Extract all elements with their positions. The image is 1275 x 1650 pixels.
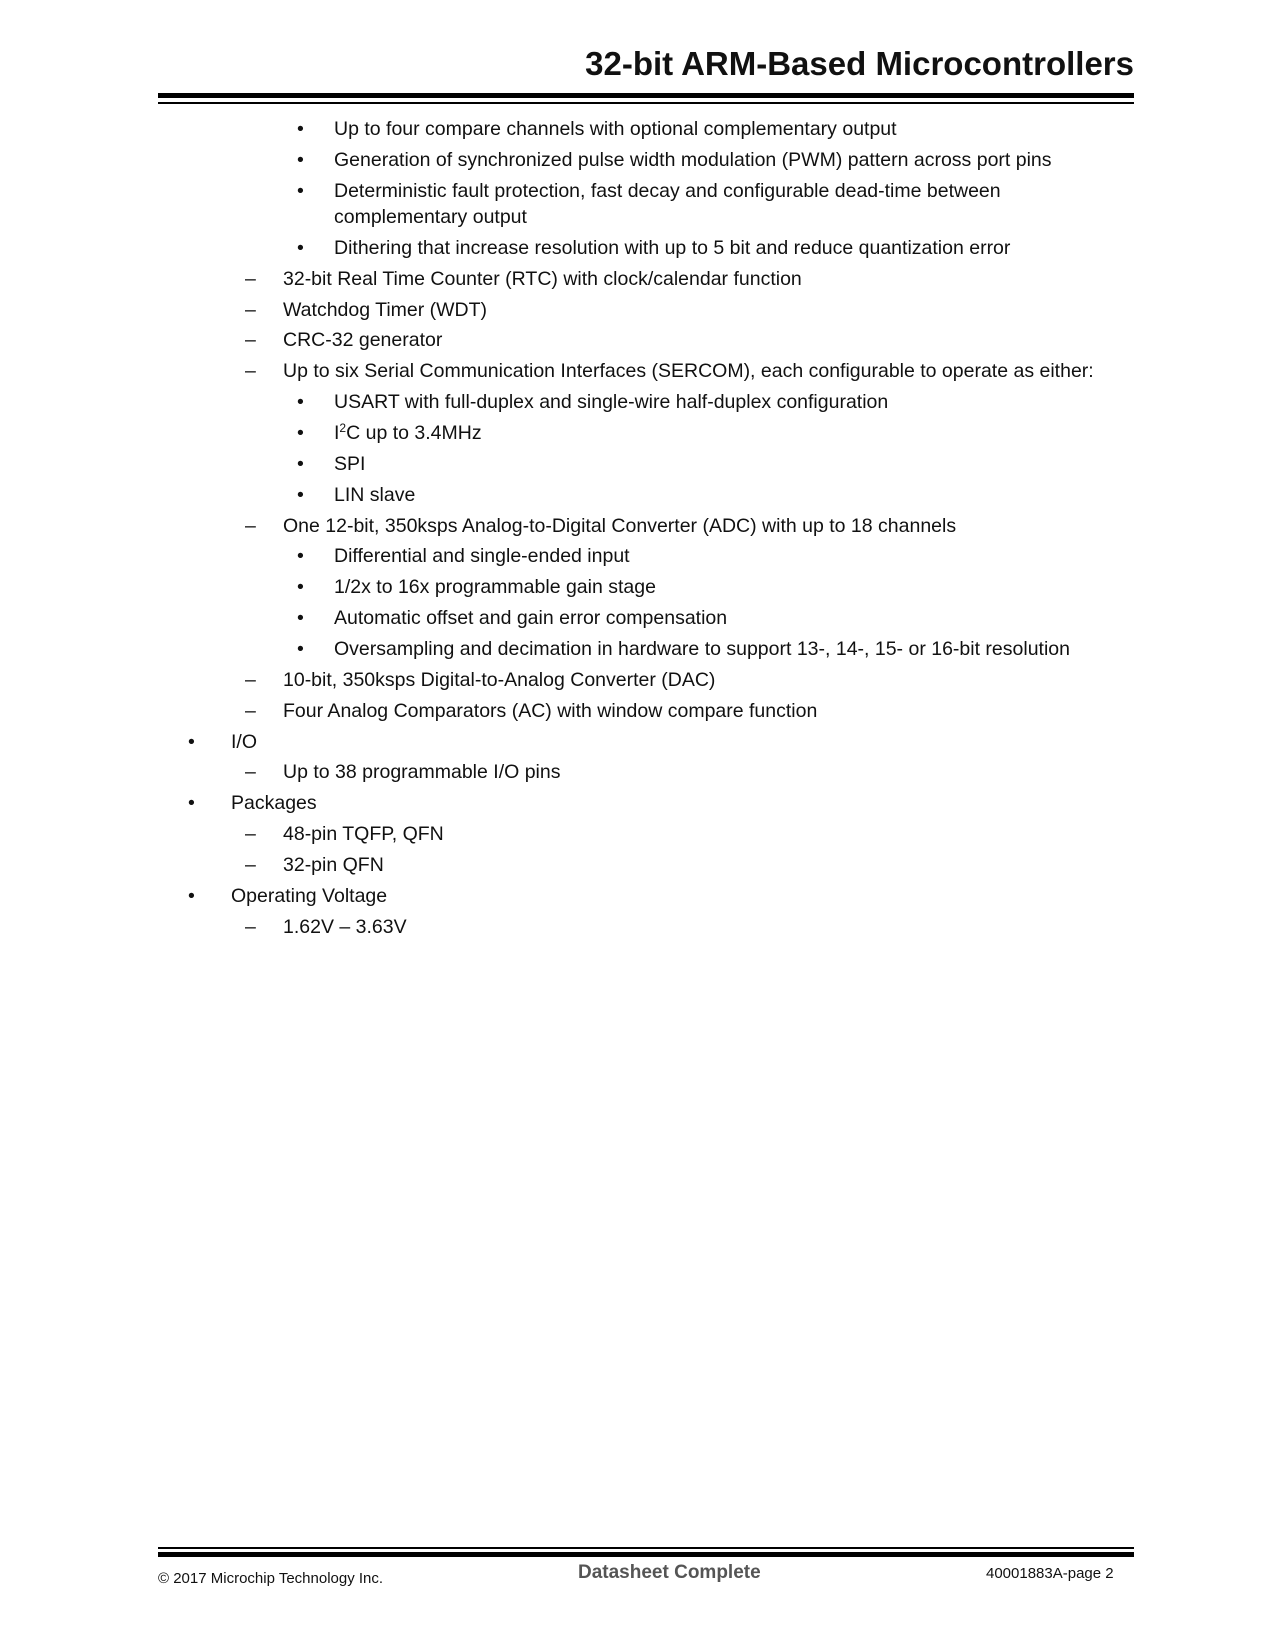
list-item: Differential and single-ended input [334,545,630,568]
bullet-marker: • [188,884,195,907]
bullet-marker: • [297,236,304,259]
dash-marker: – [245,915,256,938]
list-item: Dithering that increase resolution with up to 5 bit and reduce quantization error [334,236,1011,259]
footer-rule-thin [158,1547,1134,1549]
list-item: Up to four compare channels with optional complementary output [334,118,897,140]
footer-center-label: Datasheet Complete [578,1562,761,1583]
dash-marker: – [245,267,256,290]
list-item: One 12-bit, 350ksps Analog-to-Digital Converter (ADC) with up to 18 channels [283,514,957,537]
list-item-prefix: I [334,422,340,444]
dash-marker: – [245,761,256,784]
bullet-marker: • [297,607,304,630]
header-rule-thin [158,102,1134,104]
bullet-marker: • [297,118,304,140]
list-item: LIN slave [334,483,416,506]
bullet-marker: • [297,452,304,475]
bullet-marker: • [188,730,195,753]
list-item: Oversampling and decimation in hardware to support 13-, 14-, 15- or 16-bit resolution [334,637,1070,660]
dash-marker: – [245,699,256,722]
page-title: 32-bit ARM-Based Microcontrollers [585,45,1134,82]
bullet-marker: • [297,148,304,171]
bullet-marker: • [297,391,304,414]
dash-marker: – [245,329,256,352]
list-item: SPI [334,452,366,475]
bullet-marker: • [297,576,304,599]
list-item: CRC-32 generator [283,329,443,352]
list-item: 48-pin TQFP, QFN [283,823,444,846]
list-item: 32-pin QFN [283,853,384,876]
list-item-superscript: 2 [339,421,347,435]
dash-marker: – [245,514,256,537]
list-item: Deterministic fault protection, fast decay and configurable dead-time between [334,179,1001,202]
list-item [334,421,482,445]
dash-marker: – [245,853,256,876]
list-item: Up to 38 programmable I/O pins [283,761,561,784]
footer-copyright: © 2017 Microchip Technology Inc. [158,1570,384,1587]
list-item: 32-bit Real Time Counter (RTC) with clock/calendar function [283,267,802,290]
footer-page-reference: 40001883A-page 2 [986,1565,1114,1582]
dash-marker: – [245,298,256,321]
dash-marker: – [245,823,256,846]
bullet-marker: • [188,792,195,815]
bullet-marker: • [297,422,304,444]
bullet-marker: • [297,637,304,660]
list-item-continuation: complementary output [334,205,527,228]
dash-marker: – [245,360,256,383]
list-item: Four Analog Comparators (AC) with window compare function [283,699,818,722]
bullet-marker: • [297,483,304,506]
list-item: Packages [231,792,317,815]
header-rule-thick [158,93,1134,98]
list-item: USART with full-duplex and single-wire half-duplex configuration [334,391,889,414]
list-item: 1.62V – 3.63V [283,915,407,938]
bullet-marker: • [297,179,304,202]
bullet-marker: • [297,545,304,568]
dash-marker: – [245,668,256,691]
list-item: 1/2x to 16x programmable gain stage [334,576,656,599]
list-item: Automatic offset and gain error compensation [334,607,728,630]
list-item: 10-bit, 350ksps Digital-to-Analog Converter (DAC) [283,668,716,691]
list-item: Generation of synchronized pulse width modulation (PWM) pattern across port pins [334,148,1052,171]
list-item: Watchdog Timer (WDT) [283,298,488,321]
footer-rule-thick [158,1552,1134,1557]
list-item: Up to six Serial Communication Interfaces (SERCOM), each configurable to operate as either: [283,360,1094,383]
list-item: Operating Voltage [231,884,388,907]
list-item-text: C up to 3.4MHz [346,422,482,444]
list-item: I/O [231,730,258,753]
